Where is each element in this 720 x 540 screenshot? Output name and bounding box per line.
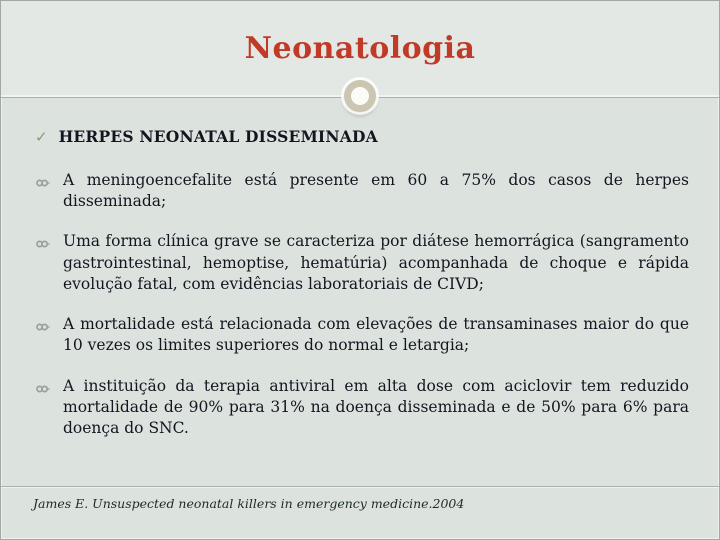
title-divider — [1, 95, 719, 97]
ribbon-bullet-icon — [35, 170, 52, 212]
bullet-text: Uma forma clínica grave se caracteriza por diátese hemorrágica (sangramento gastrointestinal, hemoptise, hematúria) acompanhada de choque e rápida evolução fatal, com evidências laboratoriais de CIVD; — [63, 232, 689, 293]
circle-ornament — [344, 80, 376, 112]
bullet-item — [35, 170, 689, 212]
heading-text: HERPES NEONATAL DISSEMINADA — [58, 127, 378, 146]
footer-citation: James E. Unsuspected neonatal killers in emergency medicine.2004 — [33, 496, 465, 511]
bullet-item — [35, 376, 689, 440]
check-icon: ✓ — [35, 128, 48, 146]
ribbon-bullet-icon — [35, 376, 52, 440]
heading-row — [35, 127, 689, 146]
bullet-item — [35, 231, 689, 295]
bullet-text: A meningoencefalite está presente em 60 a 75% dos casos de herpes disseminada; — [63, 171, 689, 211]
slide-footer — [1, 486, 719, 539]
bullet-text: A instituição da terapia antiviral em alta dose com aciclovir tem reduzido mortalidade de 90% para 31% na doença disseminada e de 50% para 6% para doença do SNC. — [63, 376, 689, 438]
bullet-text: A mortalidade está relacionada com elevações de transaminases maior do que 10 vezes os limites superiores do normal e letargia; — [63, 315, 689, 355]
bullet-item — [35, 314, 689, 356]
ribbon-bullet-icon — [35, 231, 52, 295]
slide-content — [1, 97, 719, 439]
ribbon-bullet-icon — [35, 314, 52, 356]
page-title: Neonatologia — [244, 30, 476, 66]
